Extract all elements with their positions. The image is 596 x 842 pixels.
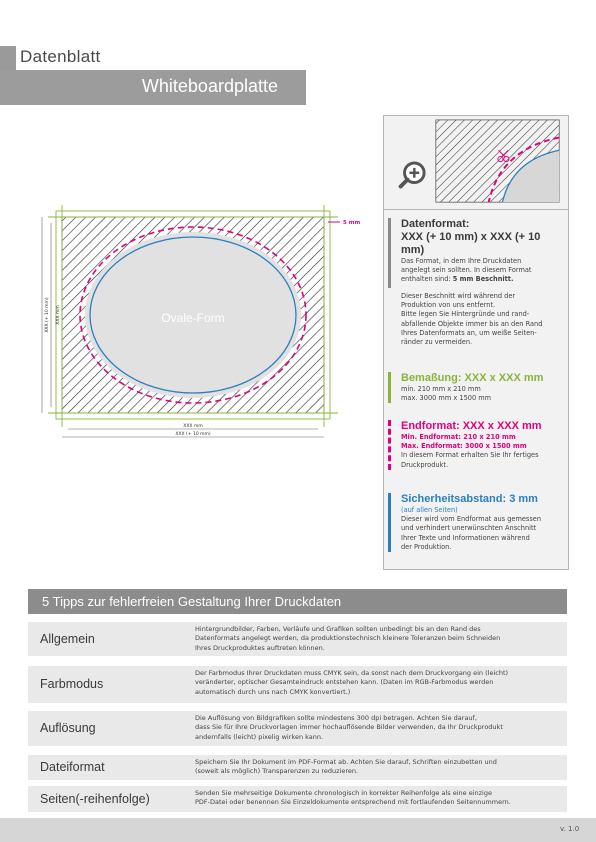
bemassung-line: max. 3000 mm x 1500 mm (401, 394, 492, 403)
inner-height-label: XXX mm (56, 305, 61, 325)
outer-width-label: XXX (+ 10 mm) (175, 432, 211, 437)
tips-title: 5 Tipps zur fehlerfreien Gestaltung Ihrer Druckdaten (42, 594, 342, 609)
tip-row (28, 666, 567, 703)
sicherheit-line: und verhindert unerwünschten Anschnitt (401, 524, 537, 533)
note-line: Bitte legen Sie Hintergründe und rand- (401, 310, 530, 319)
sicherheit-heading: Sicherheitsabstand: 3 mm (401, 493, 538, 505)
datenformat-line: Das Format, in dem Ihre Druckdaten (401, 257, 522, 265)
endformat-max: Max. Endformat: 3000 x 1500 mm (401, 442, 527, 451)
endformat-heading: Endformat: XXX x XXX mm (401, 420, 542, 432)
datenformat-line: angelegt sein sollten. In diesem Format (401, 266, 532, 275)
datenformat-note (401, 292, 567, 347)
tip-text: Senden Sie mehrseitige Dokumente chronologisch in korrekter Reihenfolge als eine einzige PDF-Datei oder benennen Sie Einzeldokumente entsprechend mit fortlaufenden Seitennummern. (195, 789, 511, 807)
datenformat-section (388, 218, 566, 288)
sicherheit-section (388, 493, 541, 552)
note-line: abfallende Objekte immer bis an den Rand (401, 319, 543, 328)
note-line: Produktion von uns entfernt. (401, 301, 496, 310)
tip-row (28, 755, 567, 780)
zoom-in-icon[interactable] (401, 163, 424, 186)
detail-zoom-box (383, 115, 569, 210)
tip-label: Allgemein (40, 632, 95, 646)
tip-text: Die Auflösung von Bildgrafiken sollte mindestens 300 dpi betragen. Achten Sie darauf, dass Sie für Ihre Druckvorlagen immer hochauflösende Bilder verwenden, da Ihr Druckprodukt andernfalls (leicht) pixelig wirken kann. (195, 714, 503, 741)
sicherheit-sub: (auf allen Seiten) (401, 506, 458, 514)
tip-label: Dateiformat (40, 760, 105, 774)
tip-text: Hintergrundbilder, Farben, Verläufe und Grafiken sollten unbedingt bis an den Rand des Datenformats angelegt werden, da produktionstechnisch kleinere Toleranzen beim Schneiden Ihres Druckproduktes auftreten können. (195, 625, 501, 652)
tip-label: Auflösung (40, 721, 96, 735)
tip-row (28, 622, 567, 656)
tip-text: Der Farbmodus Ihrer Druckdaten muss CMYK sein, da sonst nach dem Druckvorgang ein (leicht) veränderter, optischer Gesamteindruck entstehen kann. (Daten im RGB-Farbmodus werden automatisch durch uns nach CMYK konvertiert.) (195, 669, 509, 696)
note-line: Dieser Beschnitt wird während der (401, 292, 516, 300)
tip-row (28, 711, 567, 746)
bemassung-heading: Bemaßung: XXX x XXX mm (401, 372, 544, 384)
sicherheit-line: Dieser wird vom Endformat aus gemessen (401, 515, 542, 524)
endformat-section (388, 420, 542, 470)
tip-label: Farbmodus (40, 677, 104, 691)
tip-text: Speichern Sie Ihr Dokument im PDF-Format ab. Achten Sie darauf, Schriften einzubetten und (soweit als möglich) Transparenzen zu reduzieren. (195, 758, 497, 776)
datenformat-line: enthalten sind: 5 mm Beschnitt. (401, 275, 514, 284)
sicherheit-line: der Produktion. (401, 542, 452, 551)
datenformat-size: XXX (+ 10 mm) x XXX (+ 10 mm) (401, 231, 541, 256)
bemassung-line: min. 210 mm x 210 mm (401, 385, 481, 393)
tip-row (28, 786, 567, 812)
note-line: Ihres Datenformats an, um weiße Seiten- (401, 328, 537, 337)
endformat-line: In diesem Format erhalten Sie Ihr fertiges (401, 451, 539, 460)
endformat-line: Druckprodukt. (401, 460, 449, 469)
outer-height-label: XXX (+ 10 mm) (45, 297, 50, 333)
inner-width-label: XXX mm (183, 424, 203, 429)
version-label: v. 1.0 (560, 825, 580, 833)
endformat-min: Min. Endformat: 210 x 210 mm (401, 433, 516, 441)
tip-label: Seiten(-reihenfolge) (40, 792, 150, 806)
header-tab-label: Datenblatt (20, 47, 101, 66)
sicherheit-line: Ihrer Texte und Informationen während (401, 533, 530, 542)
page-title: Whiteboardplatte (141, 76, 278, 96)
bemassung-section (388, 372, 543, 403)
datenformat-heading: Datenformat: (401, 218, 470, 230)
header-tab-accent (0, 46, 16, 70)
footer-bar (0, 818, 596, 842)
bleed-label: 5 mm (343, 220, 361, 226)
shape-label: Ovale-Form (161, 311, 225, 325)
note-line: ränder zu vermeiden. (401, 338, 473, 347)
format-drawing (38, 205, 361, 445)
